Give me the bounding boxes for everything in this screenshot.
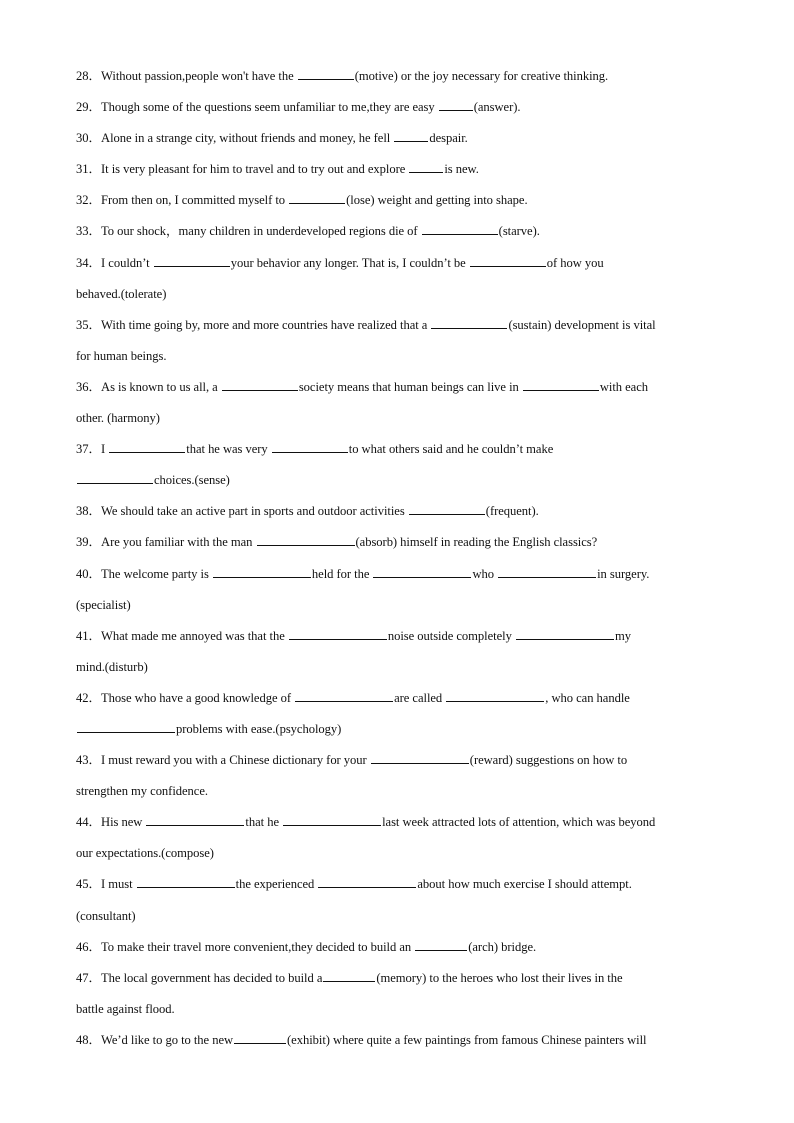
question-line	[76, 251, 726, 282]
answer-blank[interactable]	[431, 315, 507, 329]
question-text: (consultant)	[76, 908, 136, 923]
answer-blank[interactable]	[422, 221, 498, 235]
answer-blank[interactable]	[318, 874, 416, 888]
question-text: last week attracted lots of attention, which was beyond	[382, 815, 656, 830]
question-continuation-line	[76, 468, 726, 499]
question-text: 34．I couldn’t	[76, 255, 153, 270]
answer-blank[interactable]	[289, 190, 345, 204]
question-text: (arch) bridge.	[468, 939, 537, 954]
question-line	[76, 872, 726, 903]
answer-blank[interactable]	[371, 750, 469, 764]
question-text: 35．With time going by, more and more countries have realized that a	[76, 317, 431, 332]
question-text: other. (harmony)	[76, 411, 160, 426]
answer-blank[interactable]	[137, 874, 235, 888]
question-text: 33．To our shock，many children in underdeveloped regions die of	[76, 224, 421, 239]
question-text: (reward) suggestions on how to	[469, 753, 628, 768]
question-text: (sustain) development is vital	[508, 317, 656, 332]
question-text: despair.	[429, 131, 468, 146]
answer-blank[interactable]	[409, 501, 485, 515]
question-text: with each	[599, 379, 649, 394]
question-text: 29．Though some of the questions seem unfamiliar to me,they are easy	[76, 100, 438, 115]
question-text: my	[614, 628, 631, 643]
question-line	[76, 624, 726, 655]
question-line	[76, 375, 726, 406]
answer-blank[interactable]	[213, 564, 311, 578]
question-text: 46．To make their travel more convenient,they decided to build an	[76, 939, 415, 954]
question-continuation-line	[76, 282, 726, 313]
question-line	[76, 126, 726, 157]
answer-blank[interactable]	[523, 377, 599, 391]
question-continuation-line	[76, 997, 726, 1028]
question-text: 42．Those who have a good knowledge of	[76, 690, 295, 705]
question-text: (specialist)	[76, 597, 131, 612]
question-text: (starve).	[498, 224, 540, 239]
answer-blank[interactable]	[295, 688, 393, 702]
answer-blank[interactable]	[234, 1030, 286, 1044]
answer-blank[interactable]	[283, 812, 381, 826]
question-line	[76, 966, 726, 997]
question-text: 31．It is very pleasant for him to travel and to try out and explore	[76, 162, 409, 177]
question-text: about how much exercise I should attempt.	[417, 877, 632, 892]
answer-blank[interactable]	[394, 128, 428, 142]
answer-blank[interactable]	[470, 253, 546, 267]
question-text: in surgery.	[597, 566, 650, 581]
question-line	[76, 499, 726, 530]
question-text: (absorb) himself in reading the English classics?	[355, 535, 598, 550]
question-text: (exhibit) where quite a few paintings from famous Chinese painters will	[287, 1032, 647, 1047]
question-text: 47．The local government has decided to build a	[76, 970, 323, 985]
question-text: 39．Are you familiar with the man	[76, 535, 256, 550]
question-text: (answer).	[473, 100, 521, 115]
question-line	[76, 562, 726, 593]
question-line	[76, 748, 726, 779]
question-line	[76, 313, 726, 344]
question-text: our expectations.(compose)	[76, 846, 214, 861]
answer-blank[interactable]	[373, 564, 471, 578]
answer-blank[interactable]	[222, 377, 298, 391]
question-line	[76, 437, 726, 468]
question-continuation-line	[76, 779, 726, 810]
question-text: society means that human beings can live in	[298, 379, 522, 394]
question-text: 37．I	[76, 442, 109, 457]
answer-blank[interactable]	[415, 937, 467, 951]
question-text: that he was very	[186, 442, 271, 457]
answer-blank[interactable]	[154, 253, 230, 267]
question-line	[76, 95, 726, 126]
question-text: to what others said and he couldn’t make	[348, 442, 554, 457]
question-text: , who can handle	[545, 690, 630, 705]
question-continuation-line	[76, 593, 726, 624]
question-text: 32．From then on, I committed myself to	[76, 193, 289, 208]
question-text: behaved.(tolerate)	[76, 286, 167, 301]
question-text: 41．What made me annoyed was that the	[76, 628, 288, 643]
question-text: mind.(disturb)	[76, 659, 148, 674]
question-text: 38．We should take an active part in sports and outdoor activities	[76, 504, 408, 519]
answer-blank[interactable]	[498, 564, 596, 578]
question-text: of how you	[546, 255, 604, 270]
question-text: 43．I must reward you with a Chinese dictionary for your	[76, 753, 370, 768]
question-line	[76, 530, 726, 561]
answer-blank[interactable]	[439, 97, 473, 111]
question-text: 30．Alone in a strange city, without friends and money, he fell	[76, 131, 394, 146]
answer-blank[interactable]	[272, 439, 348, 453]
worksheet	[76, 64, 726, 1059]
answer-blank[interactable]	[77, 470, 153, 484]
question-continuation-line	[76, 717, 726, 748]
question-text: for human beings.	[76, 348, 167, 363]
question-text: (motive) or the joy necessary for creative thinking.	[354, 69, 609, 83]
question-line	[76, 188, 726, 219]
question-line	[76, 157, 726, 188]
question-continuation-line	[76, 904, 726, 935]
question-text: are called	[394, 690, 446, 705]
question-text: your behavior any longer. That is, I couldn’t be	[230, 255, 469, 270]
question-line	[76, 935, 726, 966]
question-line	[76, 810, 726, 841]
answer-blank[interactable]	[289, 626, 387, 640]
question-text: 36．As is known to us all, a	[76, 379, 221, 394]
question-continuation-line	[76, 655, 726, 686]
answer-blank[interactable]	[77, 719, 175, 733]
question-continuation-line	[76, 841, 726, 872]
question-text: battle against flood.	[76, 1001, 175, 1016]
question-text: is new.	[444, 162, 479, 177]
answer-blank[interactable]	[146, 812, 244, 826]
question-text: problems with ease.(psychology)	[176, 721, 342, 736]
question-text: that he	[245, 815, 283, 830]
answer-blank[interactable]	[298, 66, 354, 80]
question-text: 40．The welcome party is	[76, 566, 212, 581]
question-line	[76, 686, 726, 717]
question-text: (lose) weight and getting into shape.	[346, 193, 528, 208]
question-text: who	[472, 566, 498, 581]
answer-blank[interactable]	[323, 968, 375, 982]
question-text: strengthen my confidence.	[76, 784, 208, 799]
question-text: choices.(sense)	[154, 473, 230, 488]
question-text: 28．Without passion,people won't have the	[76, 69, 297, 83]
answer-blank[interactable]	[109, 439, 185, 453]
answer-blank[interactable]	[409, 159, 443, 173]
question-text: 45．I must	[76, 877, 136, 892]
question-text: 48．We’d like to go to the new	[76, 1032, 234, 1047]
question-continuation-line	[76, 406, 726, 437]
answer-blank[interactable]	[257, 532, 355, 546]
question-text: (memory) to the heroes who lost their lives in the	[376, 970, 623, 985]
question-line	[76, 219, 726, 250]
question-text: held for the	[311, 566, 373, 581]
question-text: noise outside completely	[387, 628, 515, 643]
question-continuation-line	[76, 344, 726, 375]
question-text: (frequent).	[485, 504, 539, 519]
question-text: the experienced	[235, 877, 318, 892]
question-text: 44．His new	[76, 815, 146, 830]
question-line	[76, 64, 726, 95]
answer-blank[interactable]	[446, 688, 544, 702]
answer-blank[interactable]	[516, 626, 614, 640]
question-line	[76, 1028, 726, 1059]
